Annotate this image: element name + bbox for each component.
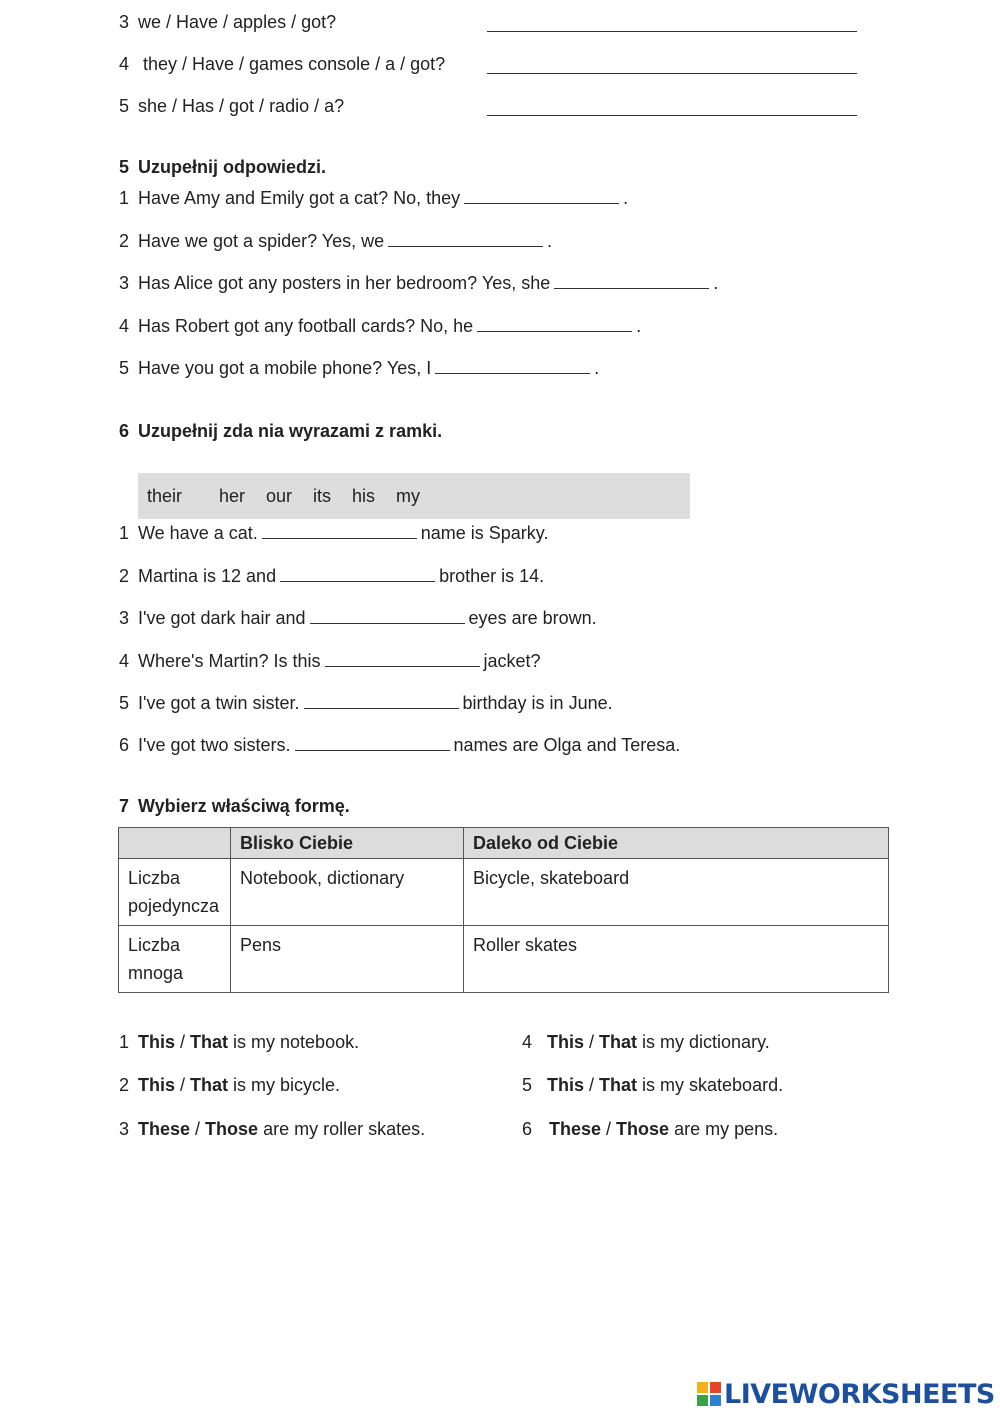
answer-blank[interactable] — [435, 359, 590, 374]
answer-blank[interactable] — [310, 609, 465, 624]
option-this[interactable]: This — [138, 1075, 176, 1095]
table-cell: Liczba mnoga — [119, 926, 231, 993]
word-box-word: my — [396, 486, 420, 506]
word-box-word: their — [147, 486, 183, 506]
logo-tile — [697, 1395, 708, 1406]
option-this[interactable]: This — [138, 1032, 176, 1052]
option-this[interactable]: This — [547, 1032, 585, 1052]
table-header-cell: Blisko Ciebie — [231, 828, 464, 859]
option-this[interactable]: This — [547, 1075, 585, 1095]
answer-blank[interactable] — [262, 524, 417, 539]
answer-blank[interactable] — [554, 274, 709, 289]
answer-blank[interactable] — [304, 694, 459, 709]
ex7-item-6: 6 These / Those are my pens. — [522, 1119, 779, 1139]
option-those[interactable]: Those — [205, 1119, 259, 1139]
table-cell: Pens — [231, 926, 464, 993]
ex7-item-5: 5 This / That is my skateboard. — [522, 1075, 784, 1095]
option-those[interactable]: Those — [616, 1119, 670, 1139]
table-cell: Bicycle, skateboard — [464, 859, 889, 926]
ex6-item-6: 6 I've got two sisters. names are Olga and Teresa. — [119, 735, 681, 755]
answer-blank[interactable] — [325, 652, 480, 667]
ex7-item-3: 3 These / Those are my roller skates. — [119, 1119, 426, 1139]
logo-text: LIVEWORKSHEETS — [724, 1378, 995, 1410]
table-cell: Roller skates — [464, 926, 889, 993]
answer-line-ex4-5[interactable] — [487, 115, 857, 116]
table-row — [119, 859, 889, 926]
ex7-item-4: 4 This / That is my dictionary. — [522, 1032, 770, 1052]
logo-tile — [710, 1382, 721, 1393]
table-cell: Notebook, dictionary — [231, 859, 464, 926]
option-these[interactable]: These — [138, 1119, 191, 1139]
option-that[interactable]: That — [190, 1075, 229, 1095]
table-header-cell: Daleko od Ciebie — [464, 828, 889, 859]
option-that[interactable]: That — [599, 1032, 638, 1052]
ex6-item-1: 1 We have a cat. name is Sparky. — [119, 523, 549, 543]
answer-blank[interactable] — [464, 189, 619, 204]
ex7-item-1: 1 This / That is my notebook. — [119, 1032, 360, 1052]
word-box-word: her — [219, 486, 246, 506]
answer-blank[interactable] — [388, 232, 543, 247]
answer-blank[interactable] — [477, 317, 632, 332]
ex5-item-5: 5 Have you got a mobile phone? Yes, I . — [119, 358, 600, 378]
ex4-item-5: 5 she / Has / got / radio / a? — [119, 96, 345, 116]
answer-blank[interactable] — [295, 736, 450, 751]
ex4-item-4: 4 they / Have / games console / a / got? — [119, 54, 446, 74]
word-box-word: our — [266, 486, 293, 506]
answer-line-ex4-4[interactable] — [487, 73, 857, 74]
ex6-item-3: 3 I've got dark hair and eyes are brown. — [119, 608, 597, 628]
word-box-word: its — [313, 486, 331, 506]
ex6-heading: 6 Uzupełnij zda nia wyrazami z ramki. — [119, 421, 443, 441]
table-cell: Liczba pojedyncza — [119, 859, 231, 926]
ex5-item-2: 2 Have we got a spider? Yes, we . — [119, 231, 553, 251]
answer-blank[interactable] — [280, 567, 435, 582]
ex6-item-2: 2 Martina is 12 and brother is 14. — [119, 566, 545, 586]
answer-line-ex4-3[interactable] — [487, 31, 857, 32]
ex7-item-2: 2 This / That is my bicycle. — [119, 1075, 341, 1095]
ex6-item-5: 5 I've got a twin sister. birthday is in June. — [119, 693, 613, 713]
liveworksheets-logo-icon — [697, 1382, 721, 1406]
liveworksheets-logo[interactable] — [697, 1376, 995, 1412]
table-row — [119, 926, 889, 993]
ex6-item-4: 4 Where's Martin? Is this jacket? — [119, 651, 541, 671]
word-box-word: his — [352, 486, 376, 506]
option-that[interactable]: That — [599, 1075, 638, 1095]
ex5-item-3: 3 Has Alice got any posters in her bedroom? Yes, she . — [119, 273, 719, 293]
ex5-item-4: 4 Has Robert got any football cards? No, he . — [119, 316, 642, 336]
table-header-row — [119, 828, 889, 859]
ex5-heading: 5 Uzupełnij odpowiedzi. — [119, 157, 326, 177]
this-that-table — [118, 827, 889, 993]
ex7-heading: 7 Wybierz właściwą formę. — [119, 796, 350, 816]
logo-tile — [710, 1395, 721, 1406]
option-that[interactable]: That — [190, 1032, 229, 1052]
table-header-cell — [119, 828, 231, 859]
option-these[interactable]: These — [549, 1119, 602, 1139]
ex5-item-1: 1 Have Amy and Emily got a cat? No, they . — [119, 188, 629, 208]
logo-tile — [697, 1382, 708, 1393]
ex4-item-3: 3 we / Have / apples / got? — [119, 12, 337, 32]
word-box — [138, 473, 690, 519]
